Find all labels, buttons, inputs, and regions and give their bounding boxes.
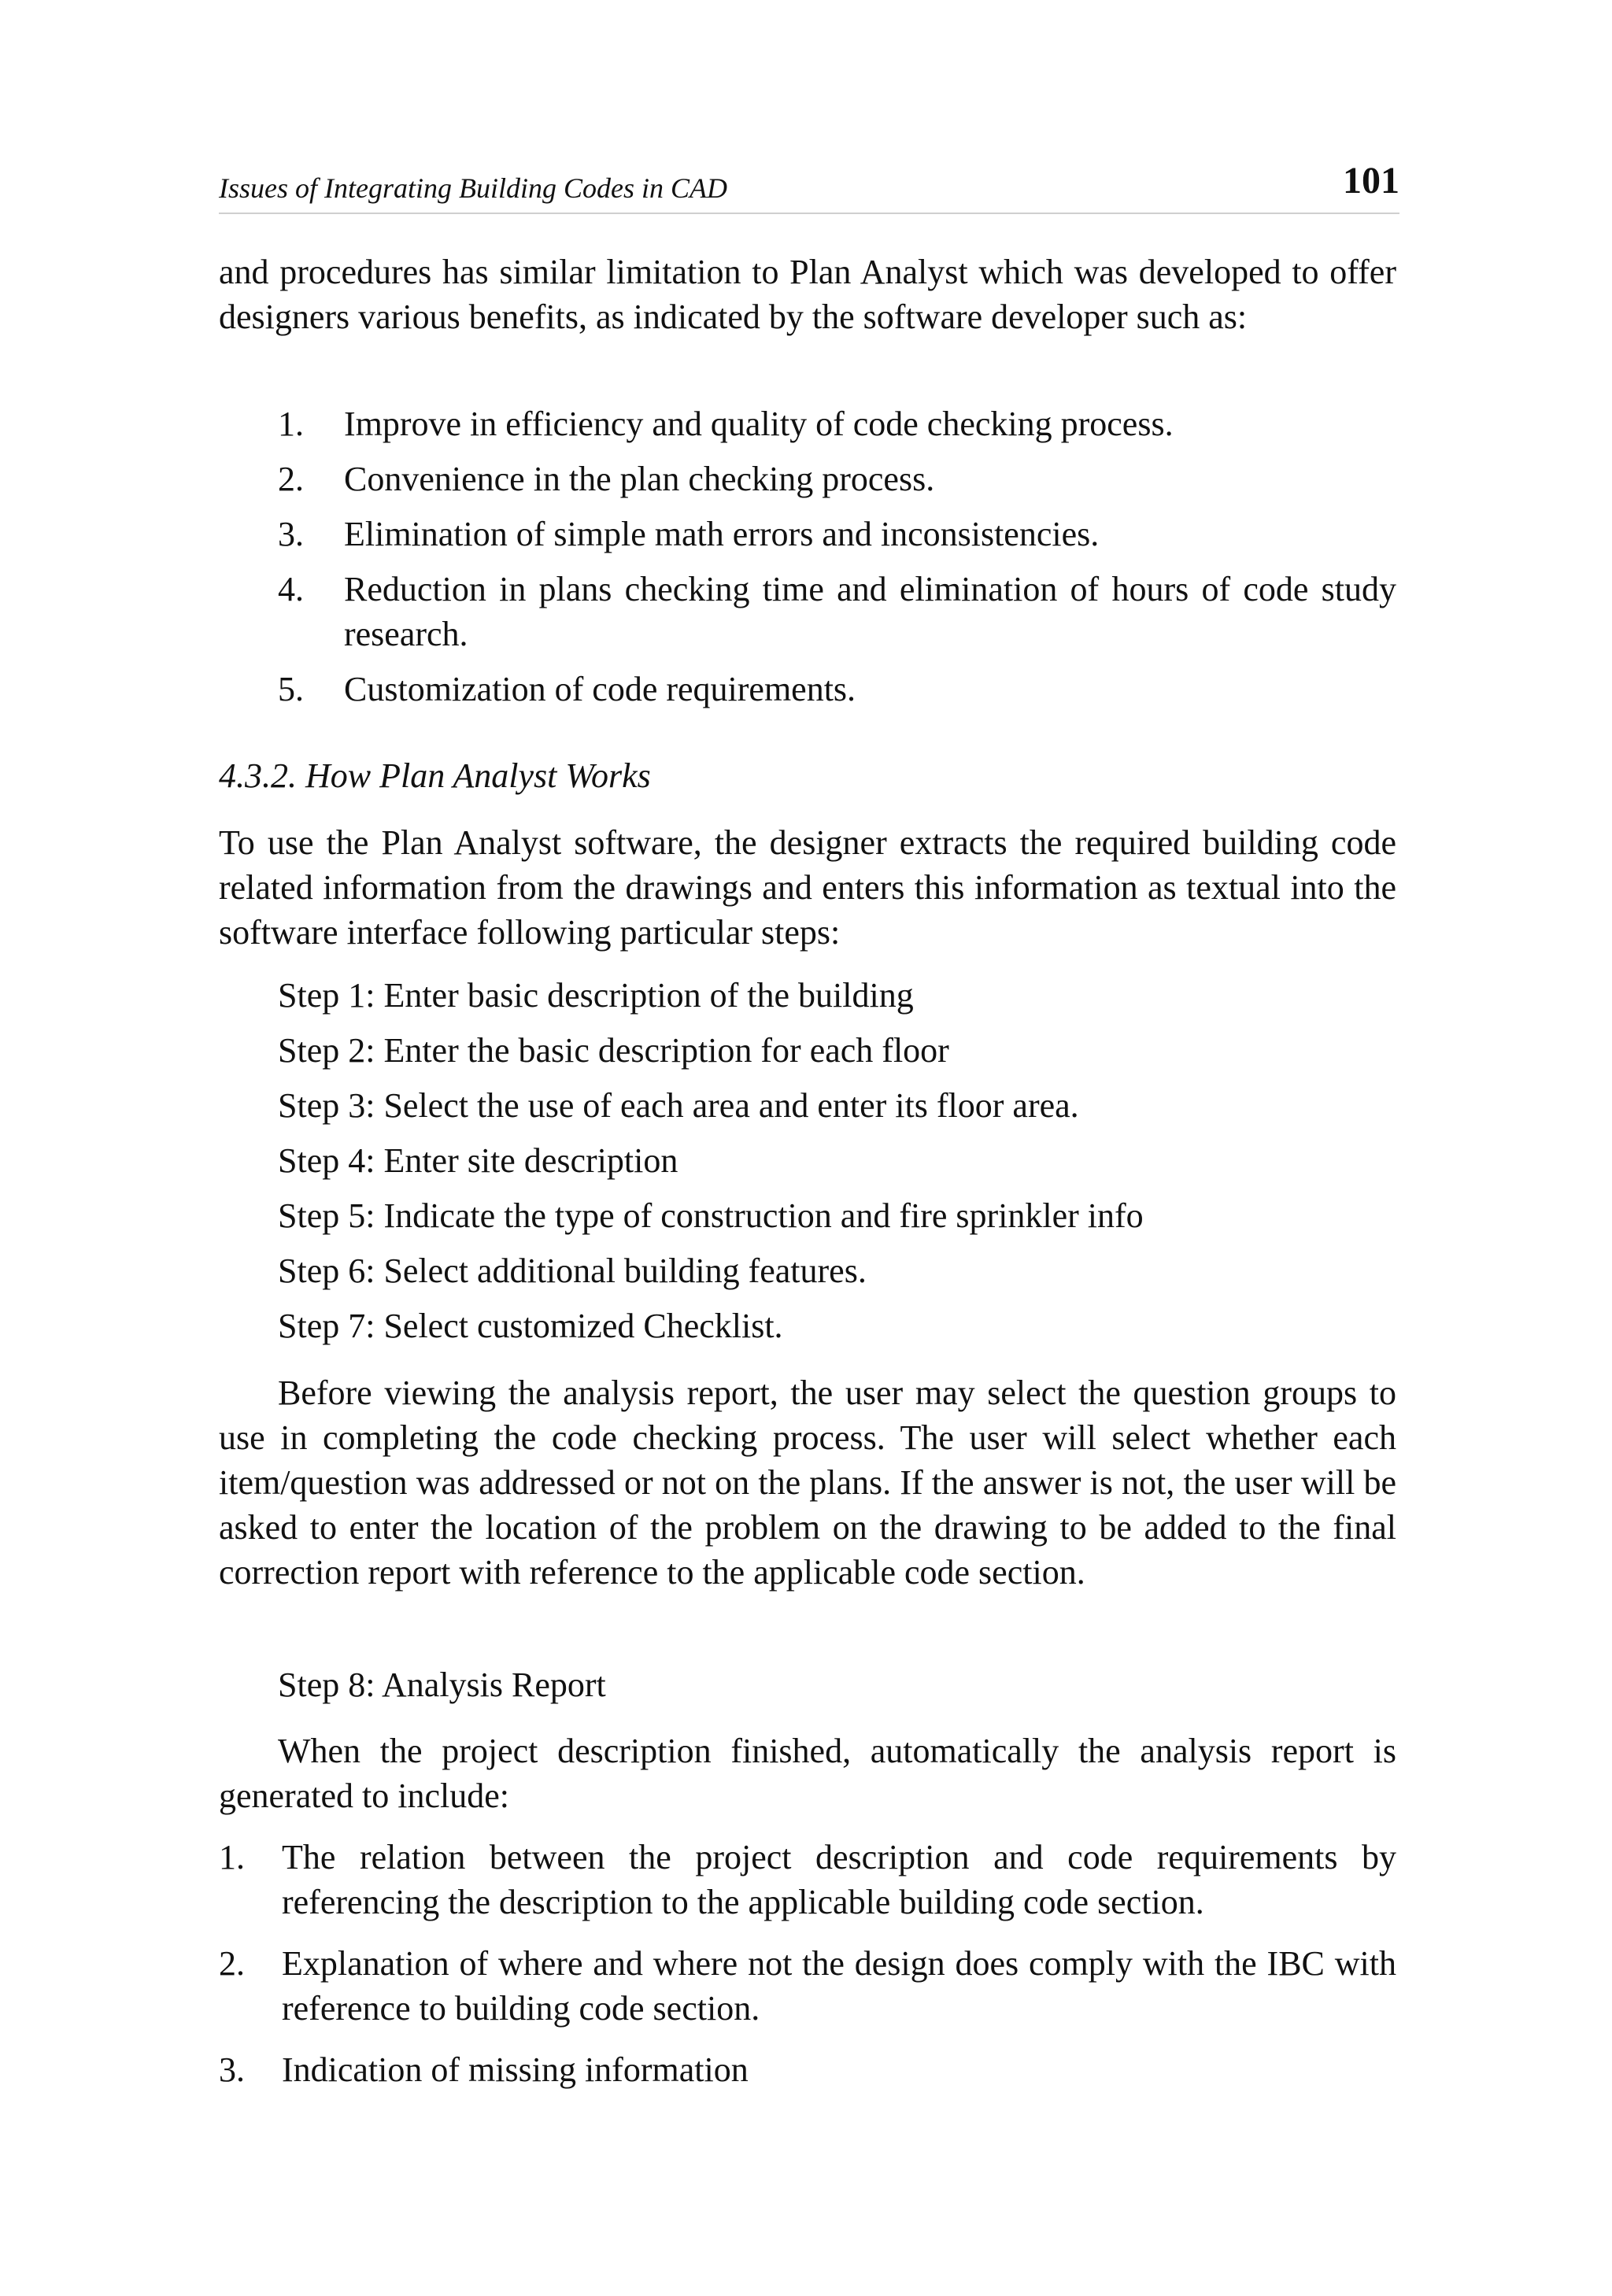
benefit-text: Elimination of simple math errors and inconsistencies. [344, 515, 1100, 553]
benefit-text: Customization of code requirements. [344, 670, 856, 708]
step-6: Step 6: Select additional building features. [278, 1252, 867, 1290]
step-5: Step 5: Indicate the type of construction and fire sprinkler info [278, 1196, 1144, 1235]
step-1: Step 1: Enter basic description of the building [278, 976, 914, 1015]
benefit-number: 5. [278, 670, 304, 708]
step-2: Step 2: Enter the basic description for each floor [278, 1031, 949, 1070]
step-7: Step 7: Select customized Checklist. [278, 1307, 783, 1345]
step-8: Step 8: Analysis Report [278, 1666, 606, 1704]
intro-paragraph: and procedures has similar limitation to Plan Analyst which was developed to offer designers various benefits, as indicated by the software developer such as: [219, 253, 1396, 336]
report-paragraph: When the project description finished, automatically the analysis report is generated to include: [219, 1732, 1396, 1815]
benefit-number: 3. [278, 515, 304, 553]
benefit-number: 1. [278, 405, 304, 443]
report-number: 2. [219, 1944, 245, 1983]
benefit-text: Reduction in plans checking time and elimination of hours of code study research. [344, 570, 1396, 653]
benefit-text: Improve in efficiency and quality of code checking process. [344, 405, 1174, 443]
benefit-number: 4. [278, 570, 304, 608]
step-4: Step 4: Enter site description [278, 1141, 678, 1180]
report-number: 3. [219, 2050, 245, 2089]
benefit-number: 2. [278, 460, 304, 498]
running-title: Issues of Integrating Building Codes in CAD [219, 172, 727, 204]
report-text: Indication of missing information [282, 2050, 749, 2089]
usage-paragraph: To use the Plan Analyst software, the designer extracts the required building code related information from the drawings and enters this information as textual into the software interface following particular steps: [219, 823, 1396, 952]
section-heading: 4.3.2. How Plan Analyst Works [219, 756, 651, 795]
report-text: Explanation of where and where not the design does comply with the IBC with reference to building code section. [282, 1944, 1396, 2028]
before-paragraph: Before viewing the analysis report, the user may select the question groups to use in completing the code checking process. The user will select whether each item/question was addressed or not on the plans. If the answer is not, the user will be asked to enter the location of the problem on the drawing to be added to the final correction report with reference to the applicable code section. [219, 1374, 1396, 1592]
report-text: The relation between the project description and code requirements by referencing the description to the applicable building code section. [282, 1838, 1396, 1921]
page-number: 101 [1343, 160, 1399, 202]
benefit-text: Convenience in the plan checking process. [344, 460, 935, 498]
page-header [219, 157, 1399, 214]
step-3: Step 3: Select the use of each area and enter its floor area. [278, 1086, 1079, 1125]
report-number: 1. [219, 1838, 245, 1876]
